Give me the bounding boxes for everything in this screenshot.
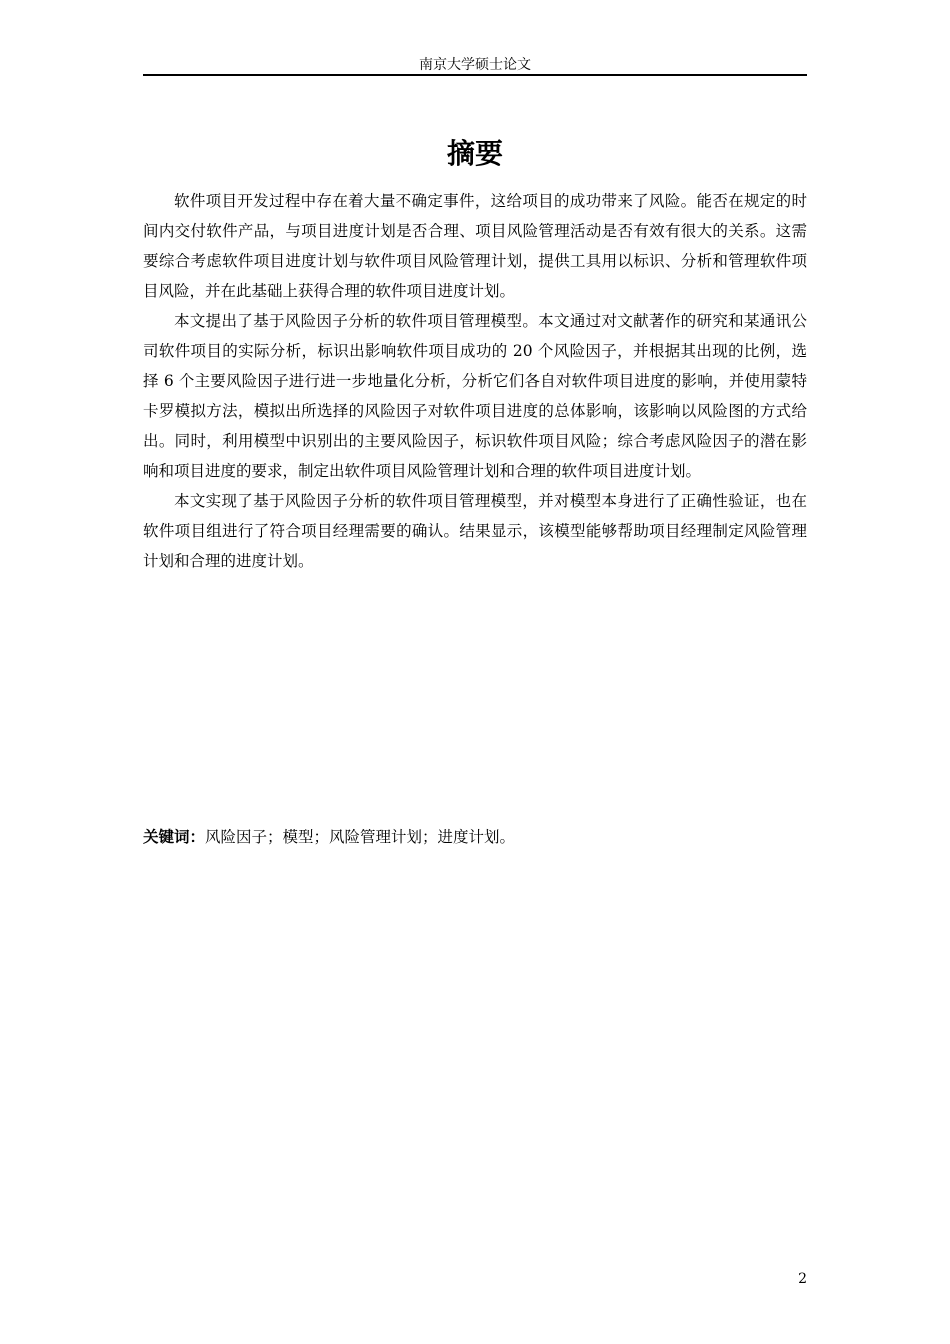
keywords-text: 风险因子；模型；风险管理计划；进度计划。	[205, 828, 516, 846]
abstract-heading: 摘要	[446, 137, 503, 170]
keywords-line	[143, 822, 807, 852]
page-number: 2	[798, 1271, 807, 1287]
header-rule	[143, 74, 807, 76]
running-header: 南京大学硕士论文	[419, 57, 531, 73]
abstract-paragraph-1: 软件项目开发过程中存在着大量不确定事件，这给项目的成功带来了风险。能否在规定的时间内交付软件产品，与项目进度计划是否合理、项目风险管理活动是否有效有很大的关系。这需要综合考虑软件项目进度计划与软件项目风险管理计划，提供工具用以标识、分析和管理软件项目风险，并在此基础上获得合理的软件项目进度计划。	[143, 192, 807, 300]
abstract-paragraph-2: 本文提出了基于风险因子分析的软件项目管理模型。本文通过对文献著作的研究和某通讯公司软件项目的实际分析，标识出影响软件项目成功的 20 个风险因子，并根据其出现的比例，选择 6 个主要风险因子进行进一步地量化分析，分析它们各自对软件项目进度的影响，并使用蒙特卡罗模拟方法，模拟出所选择的风险因子对软件项目进度的总体影响，该影响以风险图的方式给出。同时，利用模型中识别出的主要风险因子，标识软件项目风险；综合考虑风险因子的潜在影响和项目进度的要求，制定出软件项目风险管理计划和合理的软件项目进度计划。	[143, 312, 807, 480]
keywords-label: 关键词：	[143, 828, 206, 846]
abstract-body	[143, 186, 807, 576]
abstract-paragraph-3: 本文实现了基于风险因子分析的软件项目管理模型，并对模型本身进行了正确性验证，也在软件项目组进行了符合项目经理需要的确认。结果显示，该模型能够帮助项目经理制定风险管理计划和合理的进度计划。	[143, 492, 807, 570]
